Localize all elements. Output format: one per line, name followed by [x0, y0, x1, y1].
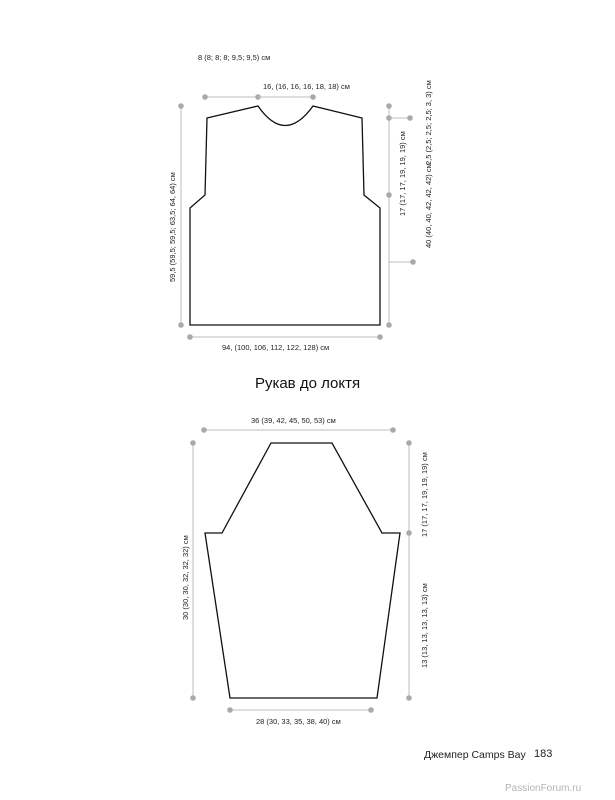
- page-number: 183: [534, 748, 553, 760]
- shoulder-slope-label: 2,5 (2,5; 2,5; 2,5; 3, 3) см: [424, 80, 433, 165]
- sleeve-schematic: [181, 416, 429, 726]
- sleeve-title: Рукав до локтя: [254, 375, 361, 392]
- body-width-label: 94, (100, 106, 112, 122, 128) см: [222, 343, 330, 352]
- side-length-label: 40 (40, 40, 42, 42, 42) см: [424, 163, 433, 248]
- sleeve-outline: [205, 443, 400, 698]
- footer-title: Джемпер Camps Bay: [424, 749, 526, 761]
- watermark: PassionForum.ru: [505, 783, 582, 794]
- sleeve-bottom-width-label: 28 (30, 33, 35, 38, 40) см: [256, 717, 341, 726]
- neck-width-label: 8 (8; 8; 8; 9,5; 9,5) см: [198, 53, 271, 62]
- body-schematic: [168, 53, 433, 352]
- armhole-depth-label: 17 (17, 17, 19, 19, 19) см: [398, 131, 407, 216]
- sleeve-length-label: 30 (30, 30, 32, 32, 32) см: [181, 535, 190, 620]
- sleeve-cap-height-label: 17 (17, 17, 19, 19, 19) см: [420, 452, 429, 537]
- sleeve-lower-height-label: 13 (13, 13, 13, 13, 13) см: [420, 583, 429, 668]
- body-length-label: 59,5 (59,5; 59,5; 63,5; 64, 64) см: [168, 172, 177, 282]
- sleeve-top-width-label: 36 (39, 42, 45, 50, 53) см: [251, 416, 336, 425]
- body-outline: [190, 106, 380, 325]
- shoulder-width-label: 16, (16, 16, 16, 18, 18) см: [263, 82, 350, 91]
